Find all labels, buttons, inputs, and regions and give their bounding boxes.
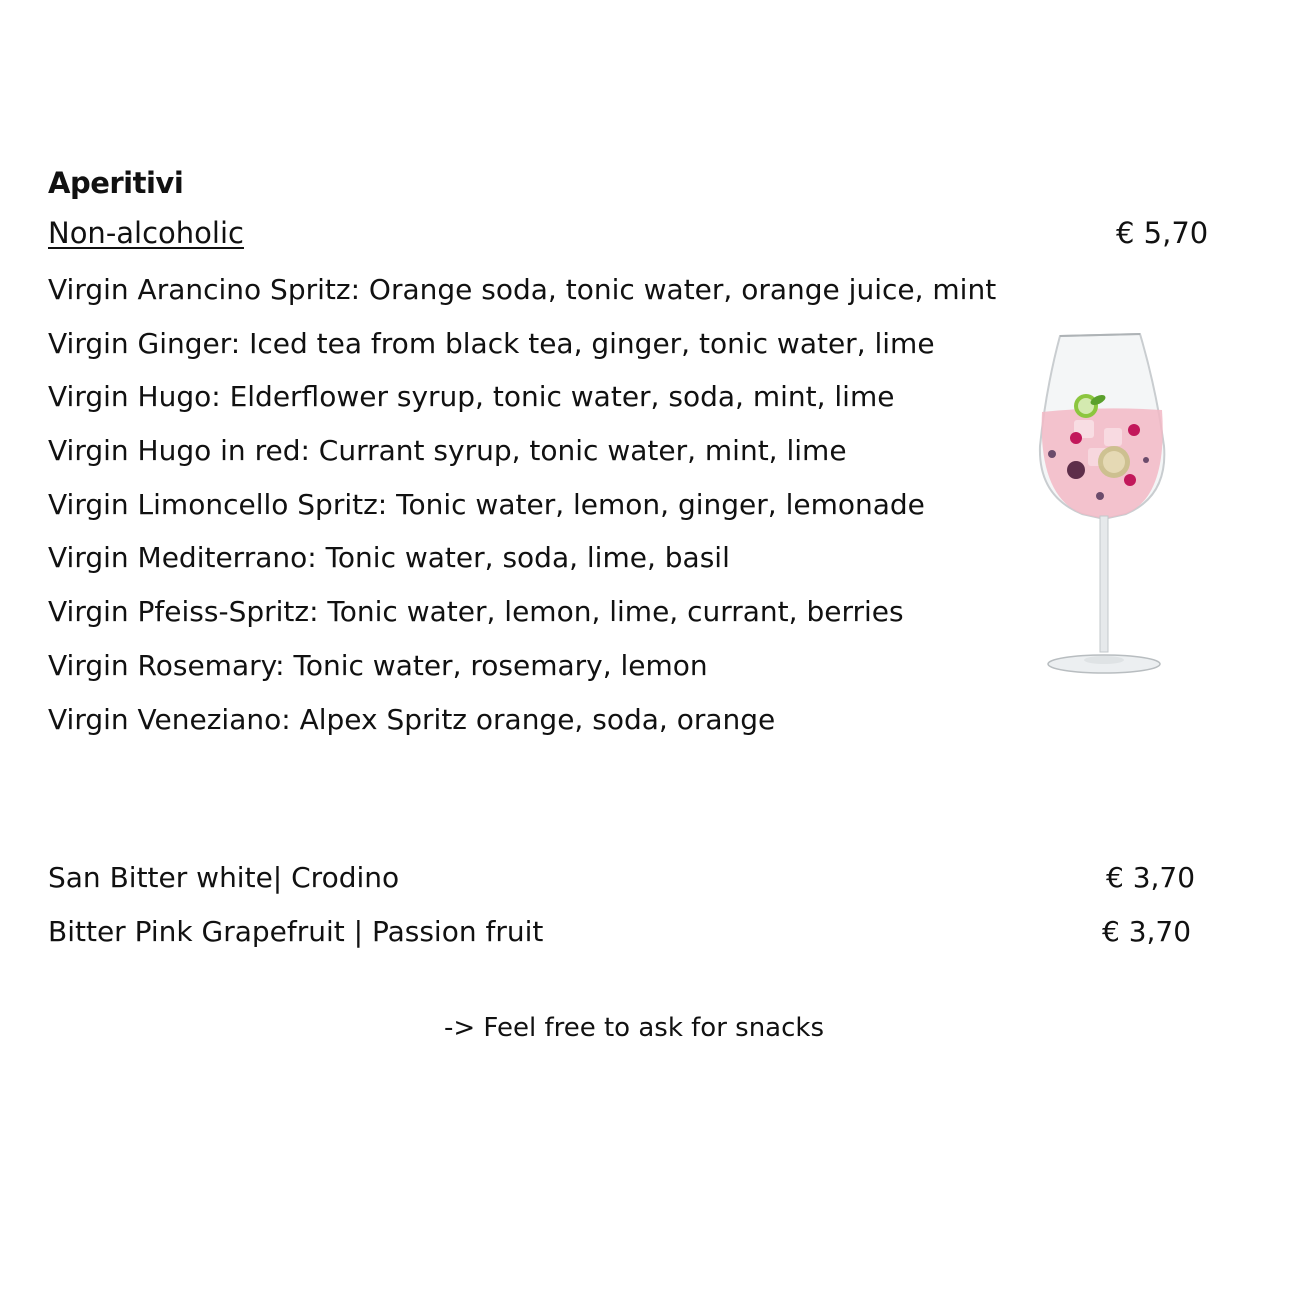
footer-note: -> Feel free to ask for snacks [444, 1013, 825, 1043]
section-price: € 5,70 [1116, 216, 1209, 250]
list-item [48, 912, 1208, 966]
drink-item: Virgin Ginger: Iced tea from black tea, ginger, tonic water, lime [48, 326, 935, 360]
drink-item: Virgin Pfeiss-Spritz: Tonic water, lemon, lime, currant, berries [48, 595, 904, 629]
drink-item: Virgin Mediterrano: Tonic water, soda, lime, basil [48, 541, 730, 575]
drink-item: Virgin Arancino Spritz: Orange soda, tonic water, orange juice, mint [48, 273, 997, 306]
section-subtitle: Non-alcoholic [48, 216, 244, 250]
item-name: San Bitter white| Crodino [48, 861, 400, 894]
wine-glass-spritz-icon [1030, 328, 1180, 680]
drink-list [48, 270, 996, 753]
other-drinks-list [48, 858, 1208, 966]
drink-item: Virgin Hugo: Elderflower syrup, tonic water, soda, mint, lime [48, 380, 895, 414]
list-item [48, 858, 1208, 912]
drink-item: Virgin Veneziano: Alpex Spritz orange, soda, orange [48, 702, 776, 736]
item-name: Bitter Pink Grapefruit | Passion fruit [48, 915, 544, 948]
drink-item: Virgin Limoncello Spritz: Tonic water, lemon, ginger, lemonade [48, 487, 925, 521]
drink-item: Virgin Rosemary: Tonic water, rosemary, lemon [48, 648, 708, 682]
menu-title: Aperitivi [48, 166, 184, 200]
drink-item: Virgin Hugo in red: Currant syrup, tonic water, mint, lime [48, 434, 847, 468]
item-price: € 3,70 [1106, 861, 1196, 894]
item-price: € 3,70 [1102, 915, 1192, 948]
